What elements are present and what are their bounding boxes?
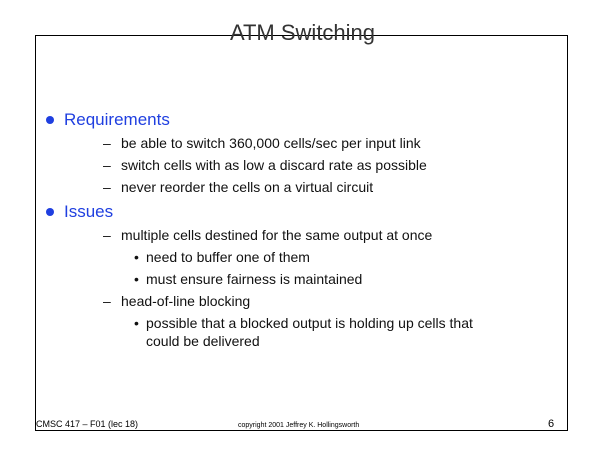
requirement-item-3-text: never reorder the cells on a virtual circuit (121, 179, 374, 195)
bullet-issues-label: Issues (64, 202, 114, 221)
dot-marker: • (134, 249, 139, 265)
bullet-dot-icon (46, 116, 54, 124)
bullet-dot-icon (46, 208, 54, 216)
dash-marker: – (103, 135, 111, 151)
issue-item-2-text: head-of-line blocking (121, 293, 251, 309)
footer-course: CMSC 417 – F01 (lec 18) (36, 419, 139, 429)
issue-item-2-sub-1-text: possible that a blocked output is holding up cells that (146, 315, 473, 331)
page-number: 6 (548, 418, 555, 430)
requirement-item-1-text: be able to switch 360,000 cells/sec per input link (121, 135, 421, 151)
dash-marker: – (103, 179, 111, 195)
requirement-item-2-text: switch cells with as low a discard rate as possible (121, 157, 427, 173)
issue-item-1-sub-2-text: must ensure fairness is maintained (146, 271, 363, 287)
issue-item-1-text: multiple cells destined for the same output at once (121, 227, 433, 243)
slide-title: ATM Switching (229, 20, 376, 45)
dash-marker: – (103, 157, 111, 173)
bullet-requirements-label: Requirements (64, 110, 170, 129)
issue-item-1-sub-1-text: need to buffer one of them (146, 249, 310, 265)
footer-copyright: copyright 2001 Jeffrey K. Hollingsworth (238, 422, 360, 429)
dash-marker: – (103, 227, 111, 243)
dot-marker: • (134, 315, 139, 331)
issue-item-2-sub-2-text: could be delivered (146, 333, 260, 349)
dash-marker: – (103, 293, 111, 309)
dot-marker: • (134, 271, 139, 287)
